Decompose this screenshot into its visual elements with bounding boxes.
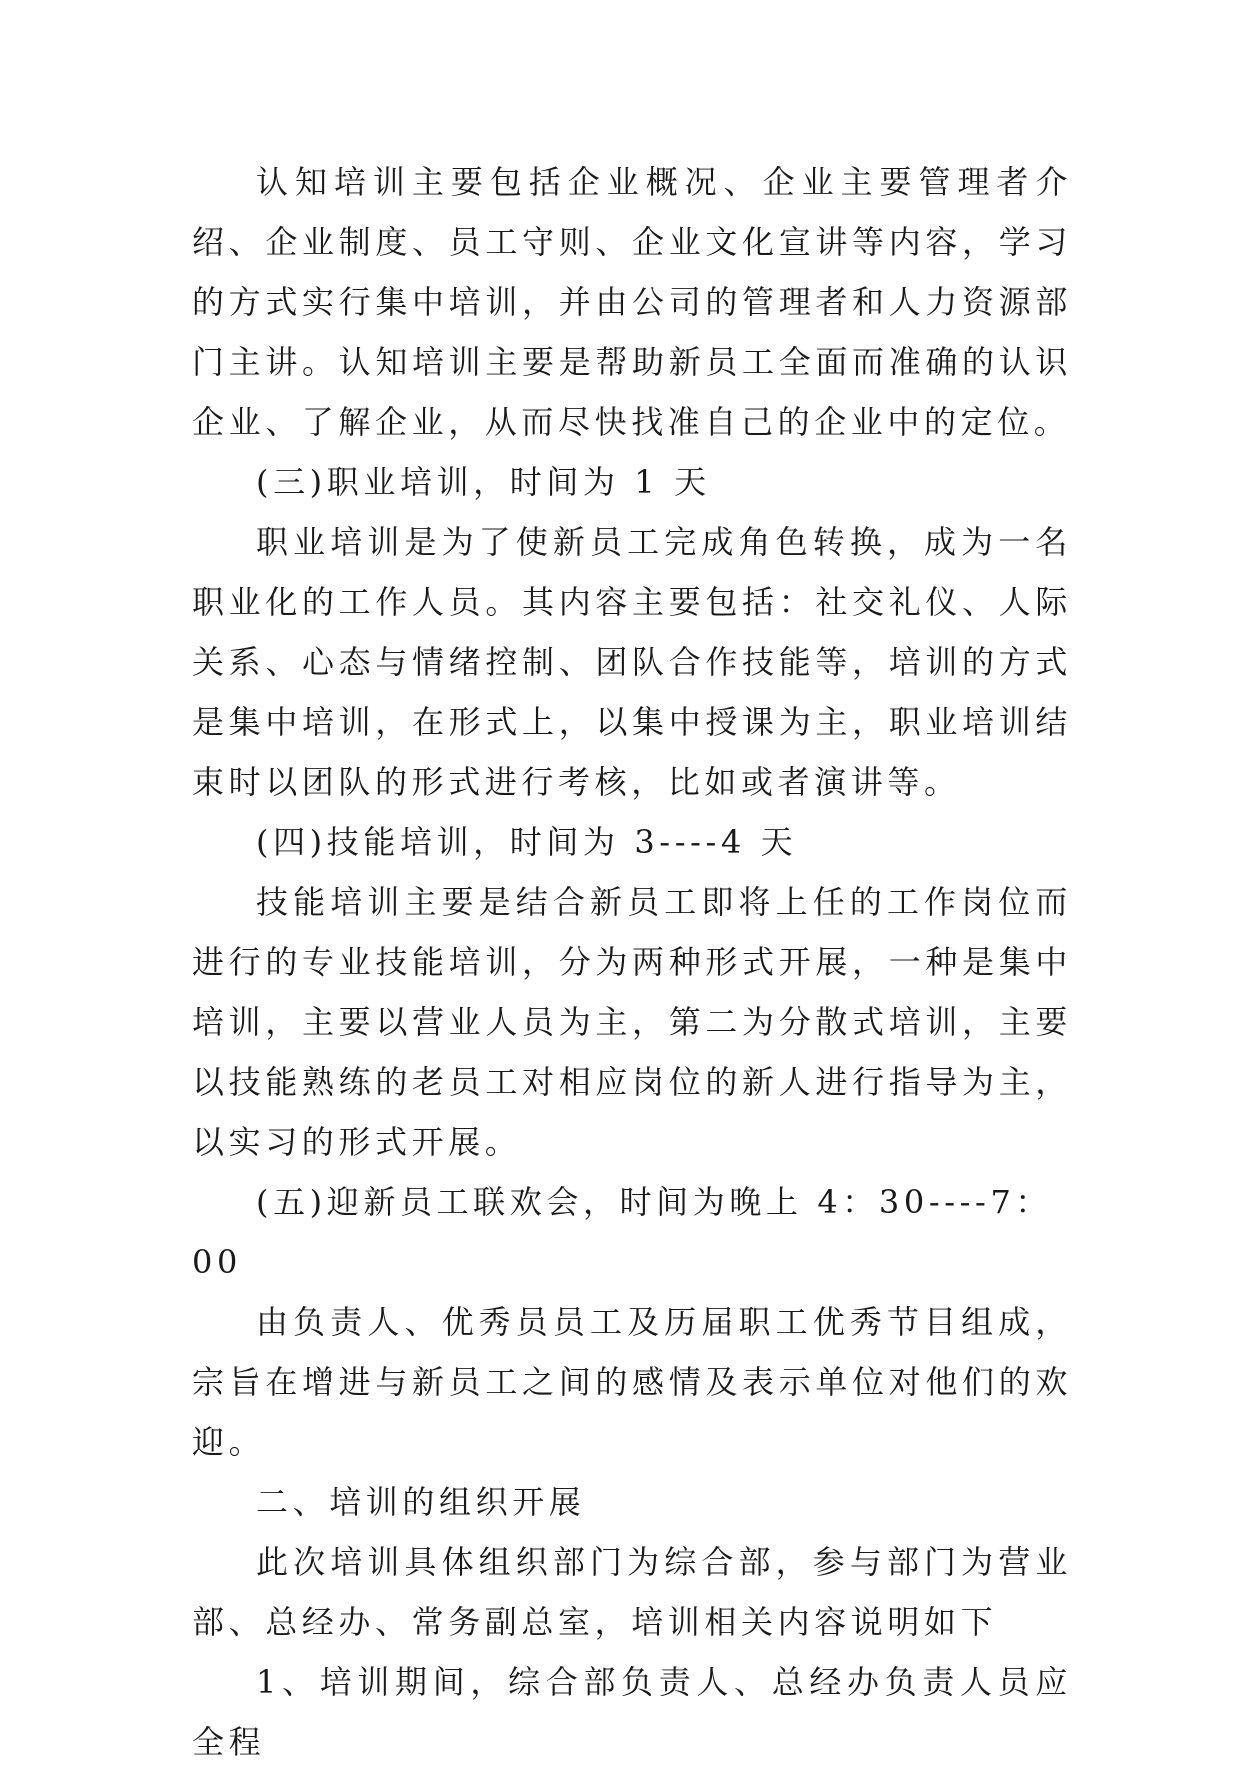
heading-training-organization: 二、培训的组织开展 bbox=[256, 1483, 586, 1521]
paragraph-vocational-training: 职业培训是为了使新员工完成角色转换，成为一名职业化的工作人员。其内容主要包括：社交礼仪、人际关系、心态与情绪控制、团队合作技能等，培训的方式是集中培训，在形式上，以集中授课为主，职业培训结束时以团队的形式进行考核，比如或者演讲等。 bbox=[192, 523, 1072, 801]
heading-vocational-training: (三)职业培训，时间为 1 天 bbox=[256, 463, 711, 501]
heading-welcome-party: (五)迎新员工联欢会，时间为晚上 4：30----7：00 bbox=[192, 1183, 1053, 1281]
paragraph-training-item-1: 1、培训期间，综合部负责人、总经办负责人员应全程 bbox=[192, 1663, 1072, 1761]
paragraph-cognitive-training: 认知培训主要包括企业概况、企业主要管理者介绍、企业制度、员工守则、企业文化宣讲等内容，学习的方式实行集中培训，并由公司的管理者和人力资源部门主讲。认知培训主要是帮助新员工全面而准确的认识企业、了解企业，从而尽快找准自己的企业中的定位。 bbox=[192, 163, 1072, 441]
heading-skills-training: (四)技能培训，时间为 3----4 天 bbox=[256, 823, 798, 861]
document-body bbox=[192, 152, 1072, 1772]
paragraph-welcome-party: 由负责人、优秀员员工及历届职工优秀节目组成，宗旨在增进与新员工之间的感情及表示单位对他们的欢迎。 bbox=[192, 1303, 1072, 1461]
paragraph-skills-training: 技能培训主要是结合新员工即将上任的工作岗位而进行的专业技能培训，分为两种形式开展，一种是集中培训，主要以营业人员为主，第二为分散式培训，主要以技能熟练的老员工对相应岗位的新人进行指导为主，以实习的形式开展。 bbox=[192, 883, 1072, 1161]
paragraph-training-organization: 此次培训具体组织部门为综合部，参与部门为营业部、总经办、常务副总室，培训相关内容说明如下 bbox=[192, 1543, 1072, 1641]
